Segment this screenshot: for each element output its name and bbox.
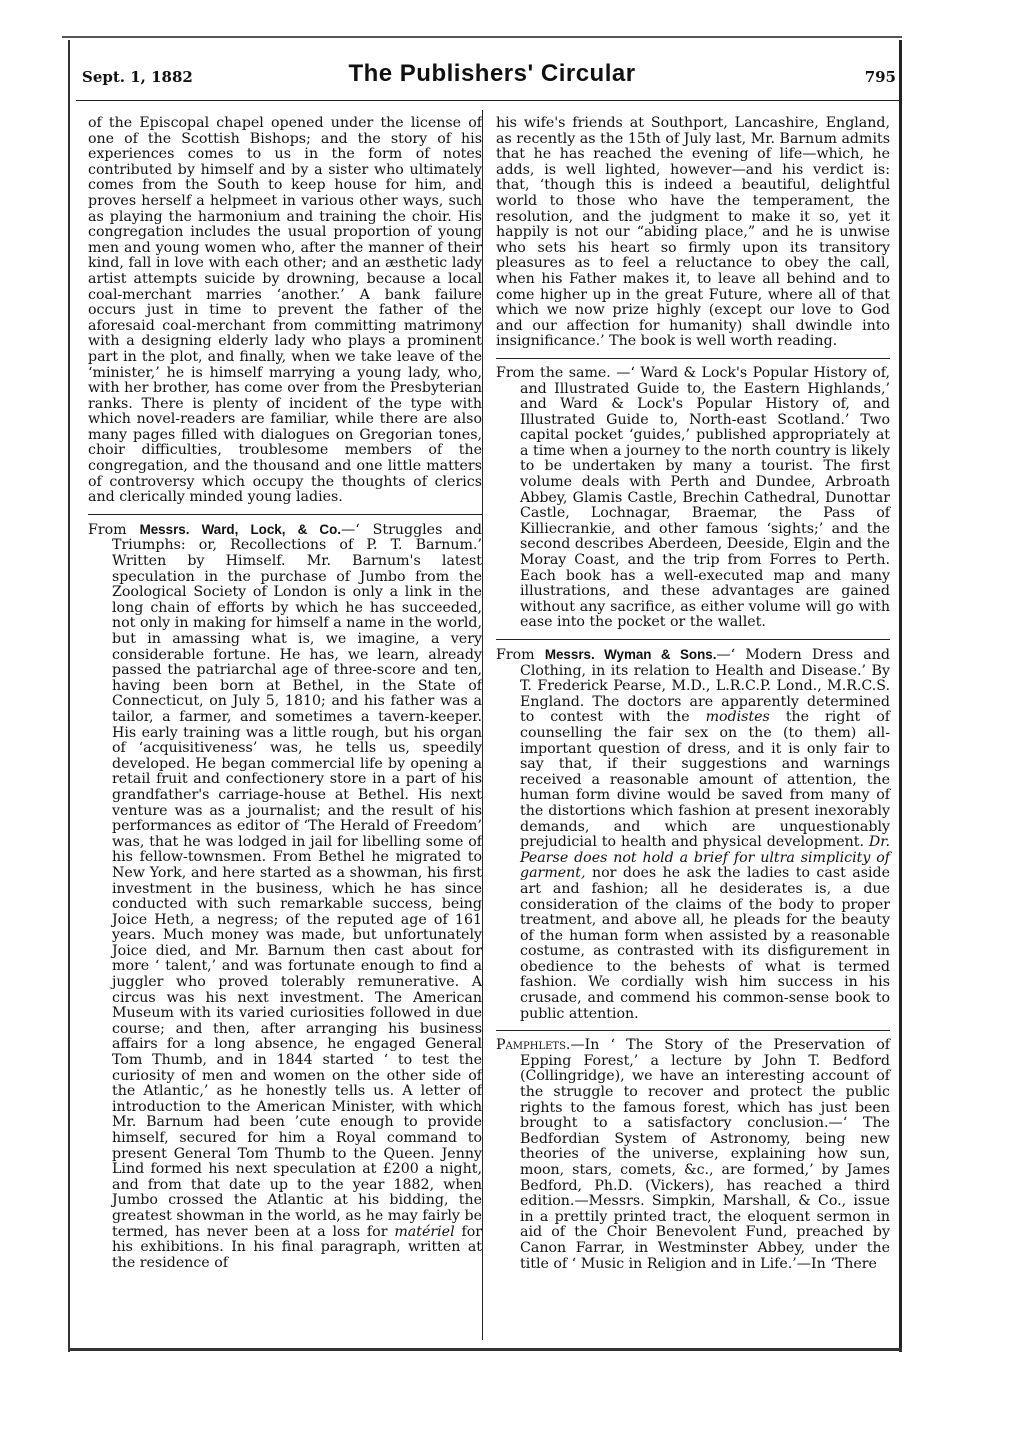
left-paragraph-1: of the Episcopal chapel opened under the license of one of the Scottish Bishops; and the story of his experiences comes to us in the form of notes contributed by himself and by a sister who ultimately comes from the South to keep house for him, and proves herself a helpmeet in various other ways, such as playing the harmonium and training the choir. His congregation includes the usual proportion of young men and young women who, after the manner of their kind, fall in love with each other; and an æsthetic lady artist attempts suicide by drowning, because a local coal-merchant marries ‘another.’ A bank failure occurs just in time to prevent the father of the aforesaid coal-merchant from committing matrimony with a designing elderly lady who plays a prominent part in the plot, and finally, when we take leave of the ‘minister,’ he is himself marrying a young lady, who, with her brother, has come over from the Presbyterian ranks. There is plenty of incident of the type with which novel-readers are familiar, while there are also many pages filled with dialogues on Gregorian tones, choir difficulties, troublesome members of the congregation, and the thousand and one little matters of controversy which occupy the thoughts of clerics and clerically minded young ladies.	[88, 115, 482, 506]
italic-term: modistes	[705, 709, 770, 726]
left-paragraph-2	[88, 522, 482, 1272]
entry-rule	[496, 639, 890, 640]
right-paragraph-2: From the same. —‘ Ward & Lock's Popular History of, and Illustrated Guide to, the Eastern Highlands,’ and Ward & Lock's Popular History of, and Illustrated Guide to, North-east Scotland.’ Two capital pocket ‘guides,’ published appropriately at a time when a journey to the north country is likely to be undertaken by many a tourist. The first volume deals with Perth and Dundee, Arbroath Abbey, Glamis Castle, Brechin Cathedral, Dunottar Castle, Lochnagar, Braemar, the Pass of Killiecrankie, and other famous ‘sights;’ and the second describes Aberdeen, Deeside, Elgin and the Moray Coast, and the trip from Forres to Perth. Each book has a well-executed map and many illustrations, and these advantages are gained without any sacrifice, as either volume will go with ease into the pocket or the wallet.	[496, 364, 890, 631]
entry-body: —‘ Struggles and Triumphs: or, Recollections of P. T. Barnum.’ Written by Himself. Mr. Barnum's latest speculation in the purchase of Jumbo from the Zoological Society of London is only a link in the long chain of efforts by which he has succeeded, not only in making for himself a name in the world, but in amassing what is, we imagine, a very considerable fortune. He has, we learn, already passed the patriarchal age of three-score and ten, having been born at Bethel, in the State of Connecticut, on July 5, 1810; and his father was a tailor, a farmer, and sometimes a tavern-keeper. His early training was a little rough, but his organ of ‘acquisitiveness’ was, he tells us, speedily developed. He began commercial life by opening a retail fruit and confectionery store in a part of his grandfather's carriage-house at Bethel. His next venture was as a journalist; and the result of his performances as editor of ‘The Herald of Freedom’ was, that he was lodged in jail for libelling some of his fellow-townsmen. From Bethel he migrated to New York, and here started as a showman, his first investment in the business, which he has since conducted with such remarkable success, being Joice Heth, a negress; of the reputed age of 161 years. Much money was made, but unfortunately Joice died, and Mr. Barnum then cast about for more ‘ talent,’ and was fortunate enough to find a juggler who proved tolerably remunerative. A circus was his next investment. The American Museum with its varied curiosities followed in due course; and then, after arranging his business affairs for a long absence, he engaged General Tom Thumb, and in 1844 started ‘ to test the curiosity of men and women on the other side of the Atlantic,’ as he honestly tells us. A letter of introduction to the American Minister, with which Mr. Barnum had been ’cute enough to provide himself, secured for him a Royal command to present General Tom Thumb to the Queen. Jenny Lind formed his next speculation at £200 a night, and from that date up to the year 1882, when Jumbo crossed the Atlantic at his bidding, the greatest showman in the world, as he may fairly be termed, has never been at a loss for	[112, 521, 482, 1240]
bottom-border	[68, 1348, 902, 1351]
page-number: 795	[864, 68, 896, 86]
entry-rule	[496, 1030, 890, 1031]
entry-tail: for his exhibitions. In his final paragraph, written at the residence of	[112, 1223, 483, 1271]
page-header	[82, 60, 902, 96]
right-column	[496, 116, 890, 1272]
top-border	[62, 36, 902, 38]
column-divider	[482, 110, 483, 1340]
header-title: The Publishers' Circular	[348, 60, 636, 87]
header-rule	[76, 100, 902, 101]
left-column	[88, 116, 482, 1271]
entry-body: nor does he ask the ladies to cast aside art and fashion; all he desiderates is, a due consideration of the claims of the body to proper treatment, and above all, he pleads for the beauty of the human form when assisted by a reasonable costume, as contrasted with its disfigurement in obedience to the behests of what is termed fashion. We cordially wish him success in his crusade, and commend his common-sense book to public attention.	[520, 865, 890, 1022]
entry-rule	[88, 514, 482, 515]
italic-phrase: Dr. Pearse does not hold a brief for ultra simplicity of garment,	[520, 834, 890, 882]
right-paragraph-1: his wife's friends at Southport, Lancashire, England, as recently as the 15th of July last, Mr. Barnum admits that he has reached the evening of life—which, he adds, is well lighted, however—and his verdict is: that, ‘though this is indeed a beautiful, delightful world to those who have the temperament, the resolution, and the judgment to make it so, yet it happily is not our “abiding place,” and he is unwise who sets his heart so firmly upon its transitory pleasures as to feel a reluctance to obey the call, when his Father makes it, to leave all behind and to come higher up in the great Future, where all of that which we now prize highly (except our love to God and our affection for humanity) shall dwindle into insignificance.’ The book is well worth reading.	[496, 115, 890, 350]
publisher-name: Messrs. Ward, Lock, & Co.	[139, 521, 341, 537]
right-paragraph-3	[496, 647, 890, 1022]
right-paragraph-4	[496, 1038, 890, 1272]
publisher-name: Messrs. Wyman & Sons.	[544, 647, 717, 662]
entry-rule	[496, 358, 890, 359]
page	[62, 0, 902, 1356]
header-date: Sept. 1, 1882	[82, 68, 193, 86]
italic-term: matériel	[394, 1223, 455, 1240]
entry-lead: From	[88, 521, 127, 538]
entry-body: the right of counselling the fair sex on the (to them) all-important question of dress, and it is only fair to say that, if their suggestions and warnings received a reasonable amount of attention, the human form divine would be saved from many of the distortions which fashion at present inexorably demands, and which are unquestionably prejudicial to health and physical development.	[520, 709, 891, 851]
entry-lead: From	[496, 647, 535, 663]
section-lead: Pamphlets.	[496, 1037, 571, 1054]
right-border	[899, 40, 902, 1352]
left-border	[68, 40, 70, 1352]
entry-body: —In ‘ The Story of the Preservation of Epping Forest,’ a lecture by John T. Bedford (Collingridge), we have an interesting account of the struggle to recover and protect the public rights to the famous forest, which has just been brought to a satisfactory conclusion.—‘ The Bedfordian System of Astronomy, being new theories of the universe, explaining how sun, moon, stars, comets, &c., are formed,’ by James Bedford, Ph.D. (Vickers), has reached a third edition.—Messrs. Simpkin, Marshall, & Co., issue in a prettily printed tract, the eloquent sermon in aid of the Choir Benevolent Fund, preached by Canon Farrar, in Westminster Abbey, under the title of ‘ Music in Religion and in Life.’—In ‘There	[520, 1037, 890, 1272]
entry-body: —‘ Modern Dress and Clothing, in its relation to Health and Disease.’ By T. Frederick Pearse, M.D., L.R.C.P. Lond., M.R.C.S. England. The doctors are apparently determined to contest with the	[520, 647, 890, 726]
